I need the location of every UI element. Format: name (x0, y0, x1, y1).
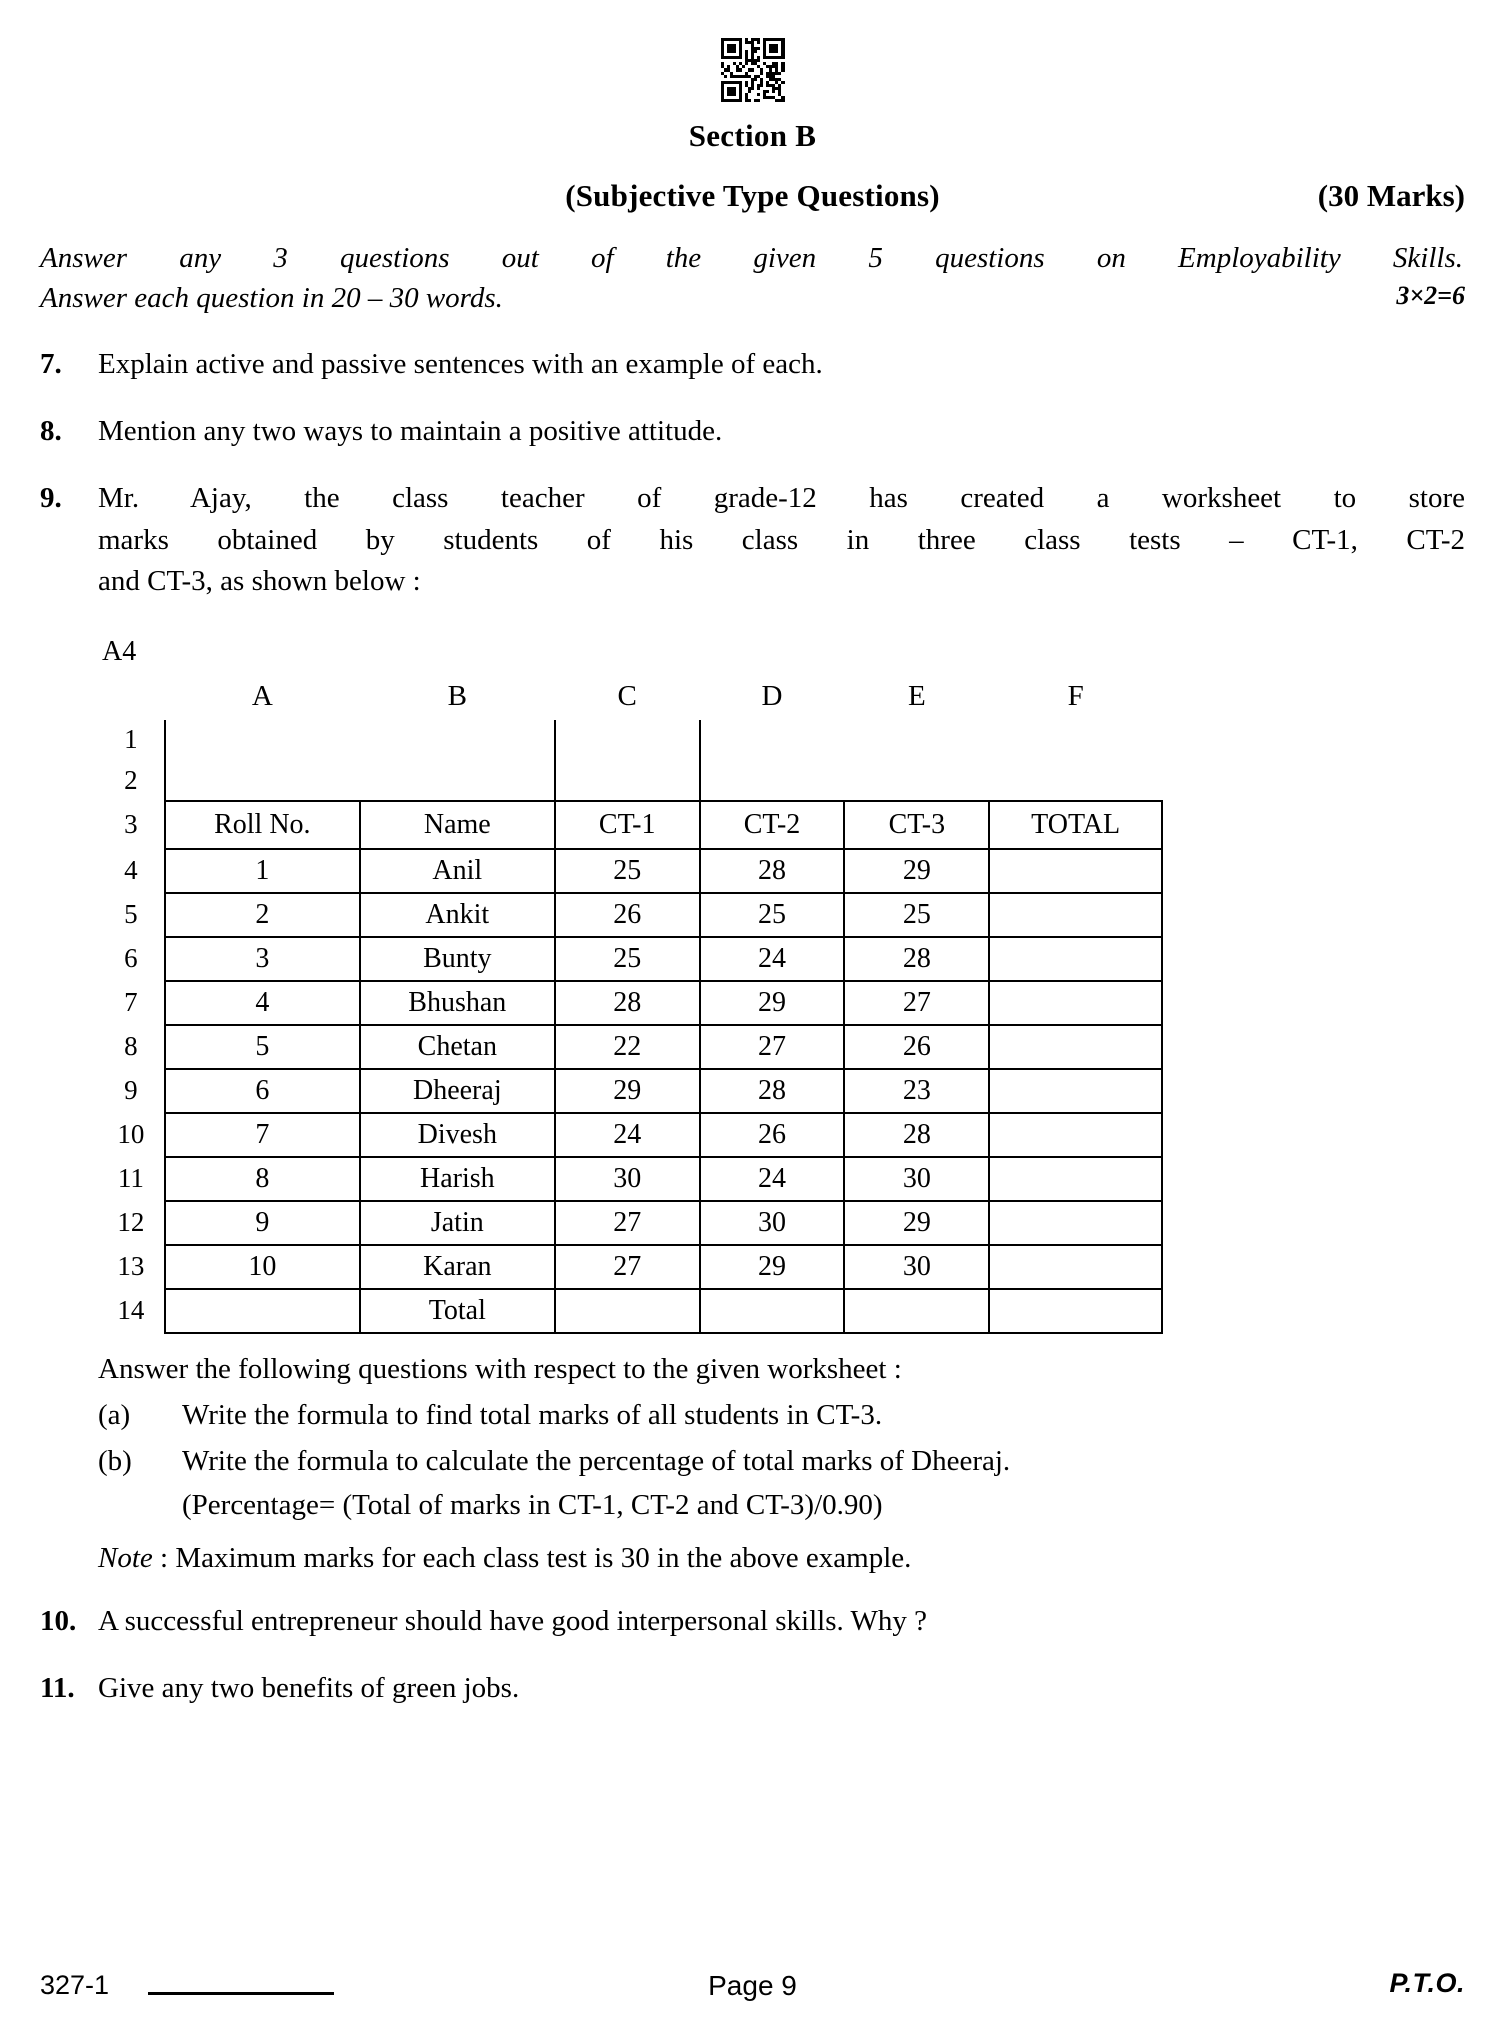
cell-d5[interactable]: 25 (700, 893, 845, 937)
cell-b13[interactable]: Karan (360, 1245, 555, 1289)
cell-d13[interactable]: 29 (700, 1245, 845, 1289)
section-subtitle: (Subjective Type Questions) (565, 178, 940, 213)
cell-e11[interactable]: 30 (844, 1157, 989, 1201)
cell-b9[interactable]: Dheeraj (360, 1069, 555, 1113)
cell-f4[interactable] (989, 849, 1162, 893)
note-line (98, 1542, 1465, 1575)
row-number-6[interactable]: 6 (98, 937, 165, 981)
cell-c10[interactable]: 24 (555, 1113, 700, 1157)
cell-b11[interactable]: Harish (360, 1157, 555, 1201)
cell-c6[interactable]: 25 (555, 937, 700, 981)
column-letter-a[interactable]: A (251, 680, 273, 713)
worksheet-question-b-continuation: (Percentage= (Total of marks in CT-1, CT-2 and CT-3)/0.90) (182, 1489, 883, 1522)
question-11 (40, 1668, 1465, 1709)
worksheet-row-4 (98, 849, 1162, 893)
worksheet-figure (98, 636, 1465, 1334)
cell-c11[interactable]: 30 (555, 1157, 700, 1201)
cell-d9[interactable]: 28 (700, 1069, 845, 1113)
cell-b4[interactable]: Anil (360, 849, 555, 893)
worksheet-row-5 (98, 893, 1162, 937)
worksheet-table (98, 674, 1163, 1334)
cell-d14[interactable] (700, 1289, 845, 1333)
row-number-1[interactable]: 1 (98, 720, 165, 760)
cell-e12[interactable]: 29 (844, 1201, 989, 1245)
cell-f13[interactable] (989, 1245, 1162, 1289)
cell-f11[interactable] (989, 1157, 1162, 1201)
worksheet-row-9 (98, 1069, 1162, 1113)
row-number-14[interactable]: 14 (98, 1289, 165, 1333)
page-title: Section B (688, 118, 817, 153)
worksheet-question-b-label: (b) (98, 1444, 132, 1477)
cell-d4[interactable]: 28 (700, 849, 845, 893)
question-8-body (98, 411, 1465, 452)
cell-f6[interactable] (989, 937, 1162, 981)
cell-e10[interactable]: 28 (844, 1113, 989, 1157)
row-number-9[interactable]: 9 (98, 1069, 165, 1113)
question-7-text: Explain active and passive sentences with an example of each. (98, 348, 823, 381)
worksheet-question-a-label: (a) (98, 1398, 131, 1431)
cell-a12[interactable]: 9 (165, 1201, 360, 1245)
cell-f10[interactable] (989, 1113, 1162, 1157)
cell-f1[interactable] (989, 720, 1162, 760)
cell-c8[interactable]: 22 (555, 1025, 700, 1069)
worksheet-row-2 (98, 760, 1162, 801)
cell-b6[interactable]: Bunty (360, 937, 555, 981)
worksheet-row-10 (98, 1113, 1162, 1157)
cell-f7[interactable] (989, 981, 1162, 1025)
row-number-5[interactable]: 5 (98, 893, 165, 937)
worksheet-questions-intro: Answer the following questions with respect to the given worksheet : (98, 1352, 902, 1385)
row-number-7[interactable]: 7 (98, 981, 165, 1025)
cell-a4[interactable]: 1 (165, 849, 360, 893)
worksheet-row-6 (98, 937, 1162, 981)
worksheet-row-11 (98, 1157, 1162, 1201)
footer-page-number: Page 9 (708, 1970, 797, 2001)
cell-a1[interactable] (165, 720, 360, 760)
cell-e14[interactable] (844, 1289, 989, 1333)
footer-pto: P.T.O. (1389, 1968, 1465, 1998)
question-10-number: 10. (40, 1605, 77, 1638)
cell-b7[interactable]: Bhushan (360, 981, 555, 1025)
row-number-3[interactable]: 3 (98, 801, 165, 849)
cell-a7[interactable]: 4 (165, 981, 360, 1025)
row-number-10[interactable]: 10 (98, 1113, 165, 1157)
worksheet-row-3 (98, 801, 1162, 849)
question-7 (40, 344, 1465, 385)
column-header-row (98, 674, 1162, 720)
cell-c13[interactable]: 27 (555, 1245, 700, 1289)
question-11-text: Give any two benefits of green jobs. (98, 1672, 520, 1705)
worksheet-row-12 (98, 1201, 1162, 1245)
row-number-2[interactable]: 2 (98, 760, 165, 801)
cell-d11[interactable]: 24 (700, 1157, 845, 1201)
cell-d8[interactable]: 27 (700, 1025, 845, 1069)
question-7-body (98, 344, 1465, 385)
worksheet-row-1 (98, 720, 1162, 760)
row-number-12[interactable]: 12 (98, 1201, 165, 1245)
question-10-body (98, 1601, 1465, 1642)
cell-c2[interactable] (555, 760, 700, 801)
column-letter-d[interactable]: D (761, 680, 783, 713)
cell-b1[interactable] (360, 720, 555, 760)
cell-b12[interactable]: Jatin (360, 1201, 555, 1245)
question-9-line-1: Mr. Ajay, the class teacher of grade-12 has created a worksheet to store (98, 482, 1465, 515)
row-number-8[interactable]: 8 (98, 1025, 165, 1069)
cell-e6[interactable]: 28 (844, 937, 989, 981)
question-10 (40, 1601, 1465, 1642)
note-text: : Maximum marks for each class test is 30 in the above example. (152, 1542, 912, 1575)
question-9-line-2: marks obtained by students of his class in three class tests – CT-1, CT-2 (98, 523, 1465, 556)
worksheet-row-14 (98, 1289, 1162, 1333)
cell-a11[interactable]: 8 (165, 1157, 360, 1201)
footer-paper-code: 327-1 (40, 1970, 110, 2000)
cell-a14[interactable] (165, 1289, 360, 1333)
question-9-line-3: and CT-3, as shown below : (98, 564, 421, 597)
worksheet-row-8 (98, 1025, 1162, 1069)
cell-c1[interactable] (555, 720, 700, 760)
worksheet-questions-block (98, 1348, 1465, 1526)
question-7-number: 7. (40, 348, 62, 381)
corner-cell (98, 674, 165, 720)
cell-c12[interactable]: 27 (555, 1201, 700, 1245)
cell-a8[interactable]: 5 (165, 1025, 360, 1069)
header-total[interactable]: TOTAL (989, 801, 1162, 849)
page-footer (40, 1966, 1465, 2010)
cell-f12[interactable] (989, 1201, 1162, 1245)
row-number-11[interactable]: 11 (98, 1157, 165, 1201)
question-9 (40, 478, 1465, 602)
cell-c7[interactable]: 28 (555, 981, 700, 1025)
header-name[interactable]: Name (360, 801, 555, 849)
cell-e4[interactable]: 29 (844, 849, 989, 893)
cell-a2[interactable] (165, 760, 360, 801)
cell-f8[interactable] (989, 1025, 1162, 1069)
worksheet-question-a-text: Write the formula to find total marks of all students in CT-3. (182, 1398, 883, 1431)
row-number-13[interactable]: 13 (98, 1245, 165, 1289)
cell-e9[interactable]: 23 (844, 1069, 989, 1113)
cell-b5[interactable]: Ankit (360, 893, 555, 937)
cell-d10[interactable]: 26 (700, 1113, 845, 1157)
cell-e2[interactable] (844, 760, 989, 801)
cell-e13[interactable]: 30 (844, 1245, 989, 1289)
cell-a6[interactable]: 3 (165, 937, 360, 981)
row-number-4[interactable]: 4 (98, 849, 165, 893)
worksheet-question-b (98, 1440, 1465, 1482)
cell-b10[interactable]: Divesh (360, 1113, 555, 1157)
worksheet-question-a (98, 1394, 1465, 1436)
cell-e5[interactable]: 25 (844, 893, 989, 937)
cell-reference-box: A4 (102, 635, 137, 667)
instruction-line-2: Answer each question in 20 – 30 words. (40, 282, 503, 315)
cell-e1[interactable] (844, 720, 989, 760)
column-letter-e[interactable]: E (907, 680, 926, 713)
cell-a13[interactable]: 10 (165, 1245, 360, 1289)
cell-b8[interactable]: Chetan (360, 1025, 555, 1069)
question-8-text: Mention any two ways to maintain a positive attitude. (98, 415, 723, 448)
instructions-block (40, 238, 1465, 318)
cell-c4[interactable]: 25 (555, 849, 700, 893)
cell-f14[interactable] (989, 1289, 1162, 1333)
worksheet-data-rows (98, 849, 1162, 1289)
question-11-body (98, 1668, 1465, 1709)
cell-d12[interactable]: 30 (700, 1201, 845, 1245)
question-9-body (98, 478, 1465, 602)
header-roll-no[interactable]: Roll No. (165, 801, 360, 849)
qr-code-icon (721, 38, 785, 102)
note-label: Note (98, 1542, 153, 1575)
cell-d6[interactable]: 24 (700, 937, 845, 981)
cell-c14[interactable] (555, 1289, 700, 1333)
cell-e8[interactable]: 26 (844, 1025, 989, 1069)
cell-f9[interactable] (989, 1069, 1162, 1113)
question-8-number: 8. (40, 415, 62, 448)
worksheet-question-b-text: Write the formula to calculate the percentage of total marks of Dheeraj. (182, 1444, 1011, 1477)
cell-a5[interactable]: 2 (165, 893, 360, 937)
question-11-number: 11. (40, 1672, 75, 1705)
cell-f5[interactable] (989, 893, 1162, 937)
cell-e7[interactable]: 27 (844, 981, 989, 1025)
subtitle-row (40, 178, 1465, 218)
header-ct1[interactable]: CT-1 (555, 801, 700, 849)
cell-c9[interactable]: 29 (555, 1069, 700, 1113)
column-letter-c[interactable]: C (617, 680, 637, 713)
column-letter-b[interactable]: B (447, 680, 467, 713)
cell-b14[interactable]: Total (360, 1289, 555, 1333)
worksheet-row-7 (98, 981, 1162, 1025)
section-marks: (30 Marks) (1317, 178, 1465, 213)
worksheet-row-13 (98, 1245, 1162, 1289)
cell-a10[interactable]: 7 (165, 1113, 360, 1157)
cell-d1[interactable] (700, 720, 845, 760)
cell-d7[interactable]: 29 (700, 981, 845, 1025)
cell-d2[interactable] (700, 760, 845, 801)
column-letter-f[interactable]: F (1067, 680, 1084, 713)
instruction-line-1: Answer any 3 questions out of the given 5 questions on Employability Skills. (40, 242, 1463, 274)
cell-f2[interactable] (989, 760, 1162, 801)
instruction-line-2-wrap (40, 278, 1465, 318)
cell-b2[interactable] (360, 760, 555, 801)
question-8 (40, 411, 1465, 452)
question-9-number: 9. (40, 482, 62, 515)
header-ct3[interactable]: CT-3 (844, 801, 989, 849)
marks-scheme: 3×2=6 (1396, 281, 1465, 311)
cell-c5[interactable]: 26 (555, 893, 700, 937)
question-10-text: A successful entrepreneur should have good interpersonal skills. Why ? (98, 1605, 927, 1638)
cell-a9[interactable]: 6 (165, 1069, 360, 1113)
header-ct2[interactable]: CT-2 (700, 801, 845, 849)
